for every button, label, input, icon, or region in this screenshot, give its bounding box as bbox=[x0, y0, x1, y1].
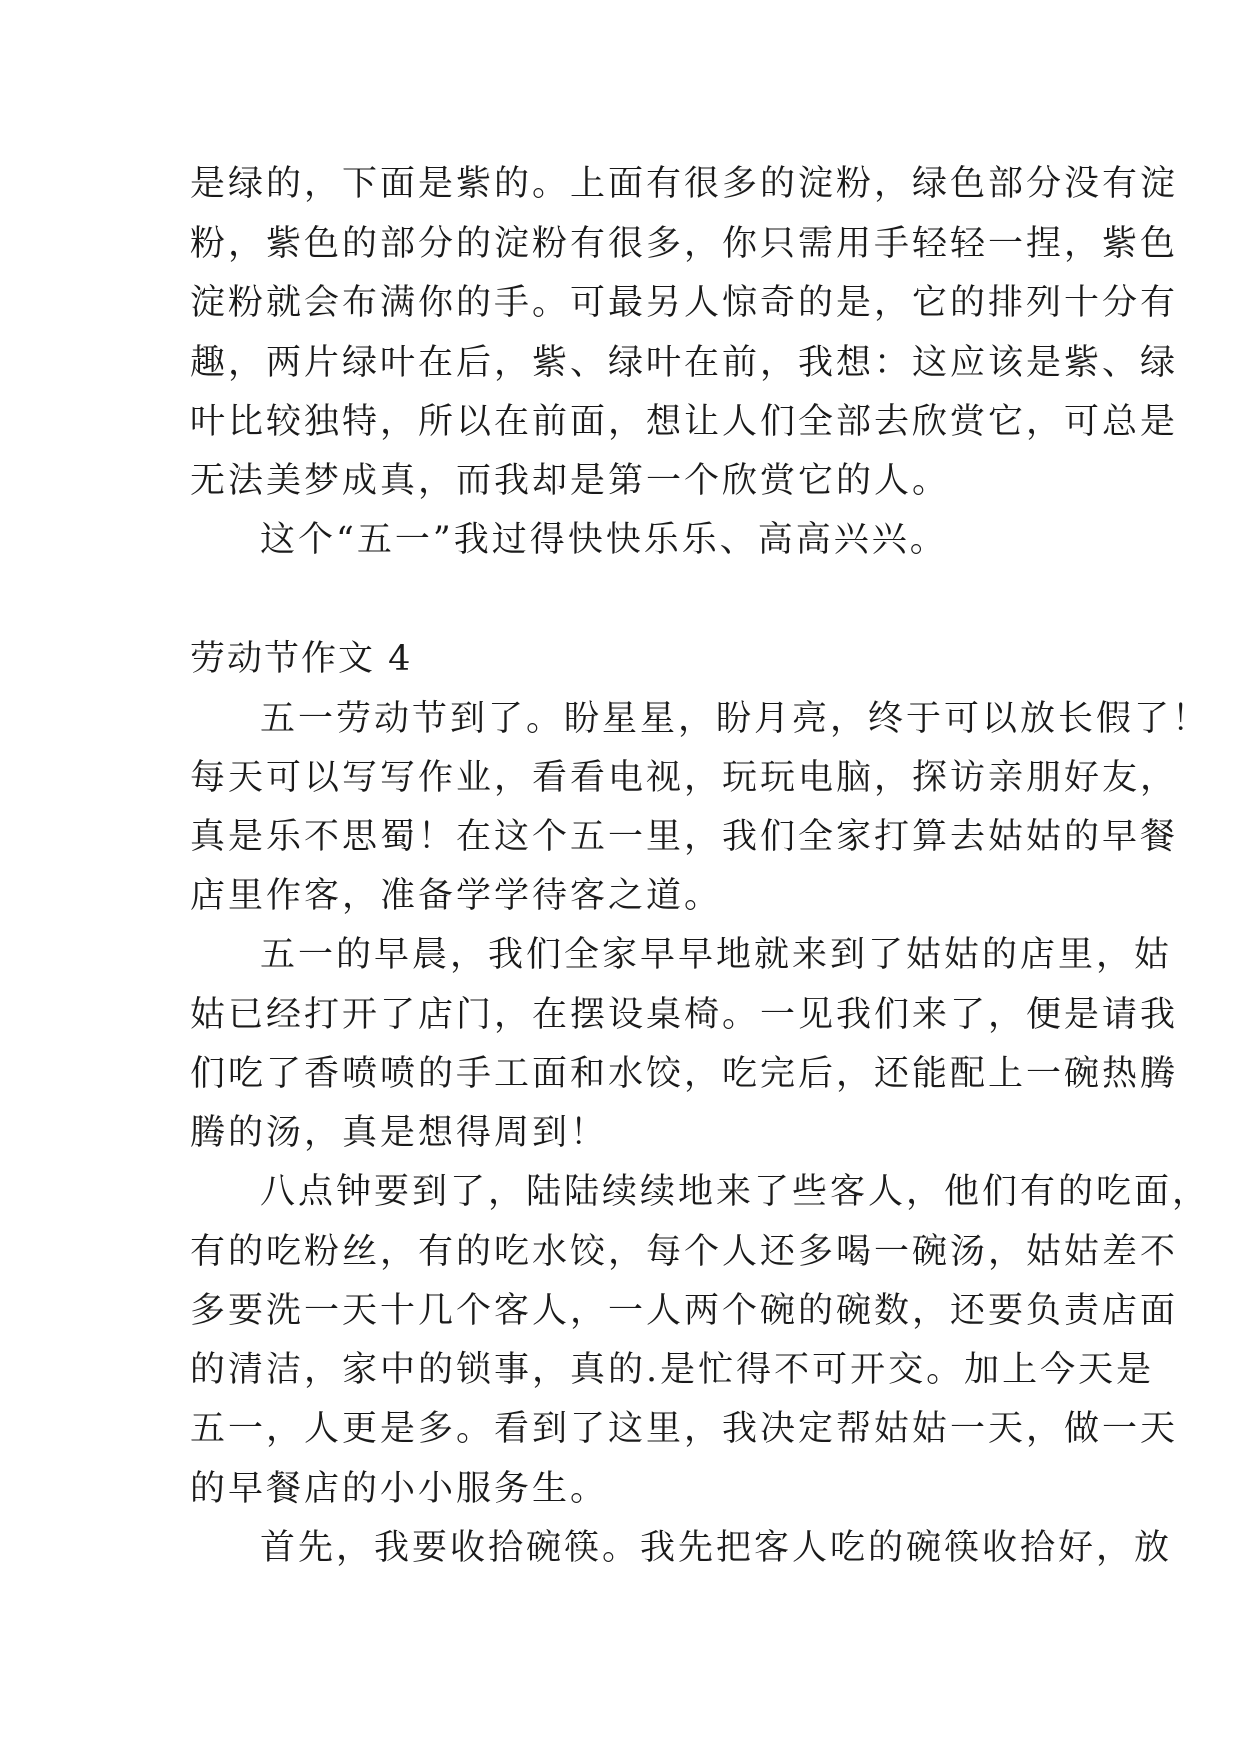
paragraph-line: 真是乐不思蜀！在这个五一里，我们全家打算去姑姑的早餐 bbox=[190, 817, 1179, 857]
paragraph-line: 是绿的，下面是紫的。上面有很多的淀粉，绿色部分没有淀 bbox=[190, 164, 1179, 204]
paragraph-line: 无法美梦成真，而我却是第一个欣赏它的人。 bbox=[190, 461, 951, 501]
paragraph-line: 趣，两片绿叶在后，紫、绿叶在前，我想：这应该是紫、绿 bbox=[190, 343, 1179, 383]
paragraph-line: 淀粉就会布满你的手。可最另人惊奇的是，它的排列十分有 bbox=[190, 283, 1179, 323]
paragraph-line: 有的吃粉丝，有的吃水饺，每个人还多喝一碗汤，姑姑差不 bbox=[190, 1232, 1179, 1272]
paragraph-line: 多要洗一天十几个客人，一人两个碗的碗数，还要负责店面 bbox=[190, 1291, 1179, 1331]
paragraph-line: 的清洁，家中的锁事，真的.是忙得不可开交。加上今天是 bbox=[190, 1350, 1155, 1390]
paragraph-line: 粉，紫色的部分的淀粉有很多，你只需用手轻轻一捏，紫色 bbox=[190, 224, 1179, 264]
paragraph-line: 五一劳动节到了。盼星星，盼月亮，终于可以放长假了！ bbox=[260, 699, 1211, 739]
paragraph-line: 这个“五一”我过得快快乐乐、高高兴兴。 bbox=[260, 520, 948, 560]
paragraph-line: 的早餐店的小小服务生。 bbox=[190, 1469, 609, 1509]
paragraph-line: 首先，我要收拾碗筷。我先把客人吃的碗筷收拾好，放 bbox=[260, 1528, 1173, 1568]
paragraph-line: 五一的早晨，我们全家早早地就来到了姑姑的店里，姑 bbox=[260, 935, 1173, 975]
paragraph-line: 腾的汤，真是想得周到！ bbox=[190, 1113, 609, 1153]
paragraph-line: 姑已经打开了店门，在摆设桌椅。一见我们来了，便是请我 bbox=[190, 995, 1179, 1035]
paragraph-line: 五一，人更是多。看到了这里，我决定帮姑姑一天，做一天 bbox=[190, 1409, 1179, 1449]
paragraph-line: 店里作客，准备学学待客之道。 bbox=[190, 876, 723, 916]
paragraph-line: 们吃了香喷喷的手工面和水饺，吃完后，还能配上一碗热腾 bbox=[190, 1054, 1179, 1094]
section-heading: 劳动节作文 4 bbox=[190, 639, 413, 679]
paragraph-line: 每天可以写写作业，看看电视，玩玩电脑，探访亲朋好友， bbox=[190, 758, 1179, 798]
paragraph-line: 八点钟要到了，陆陆续续地来了些客人，他们有的吃面， bbox=[260, 1172, 1211, 1212]
paragraph-line: 叶比较独特，所以在前面，想让人们全部去欣赏它，可总是 bbox=[190, 402, 1179, 442]
